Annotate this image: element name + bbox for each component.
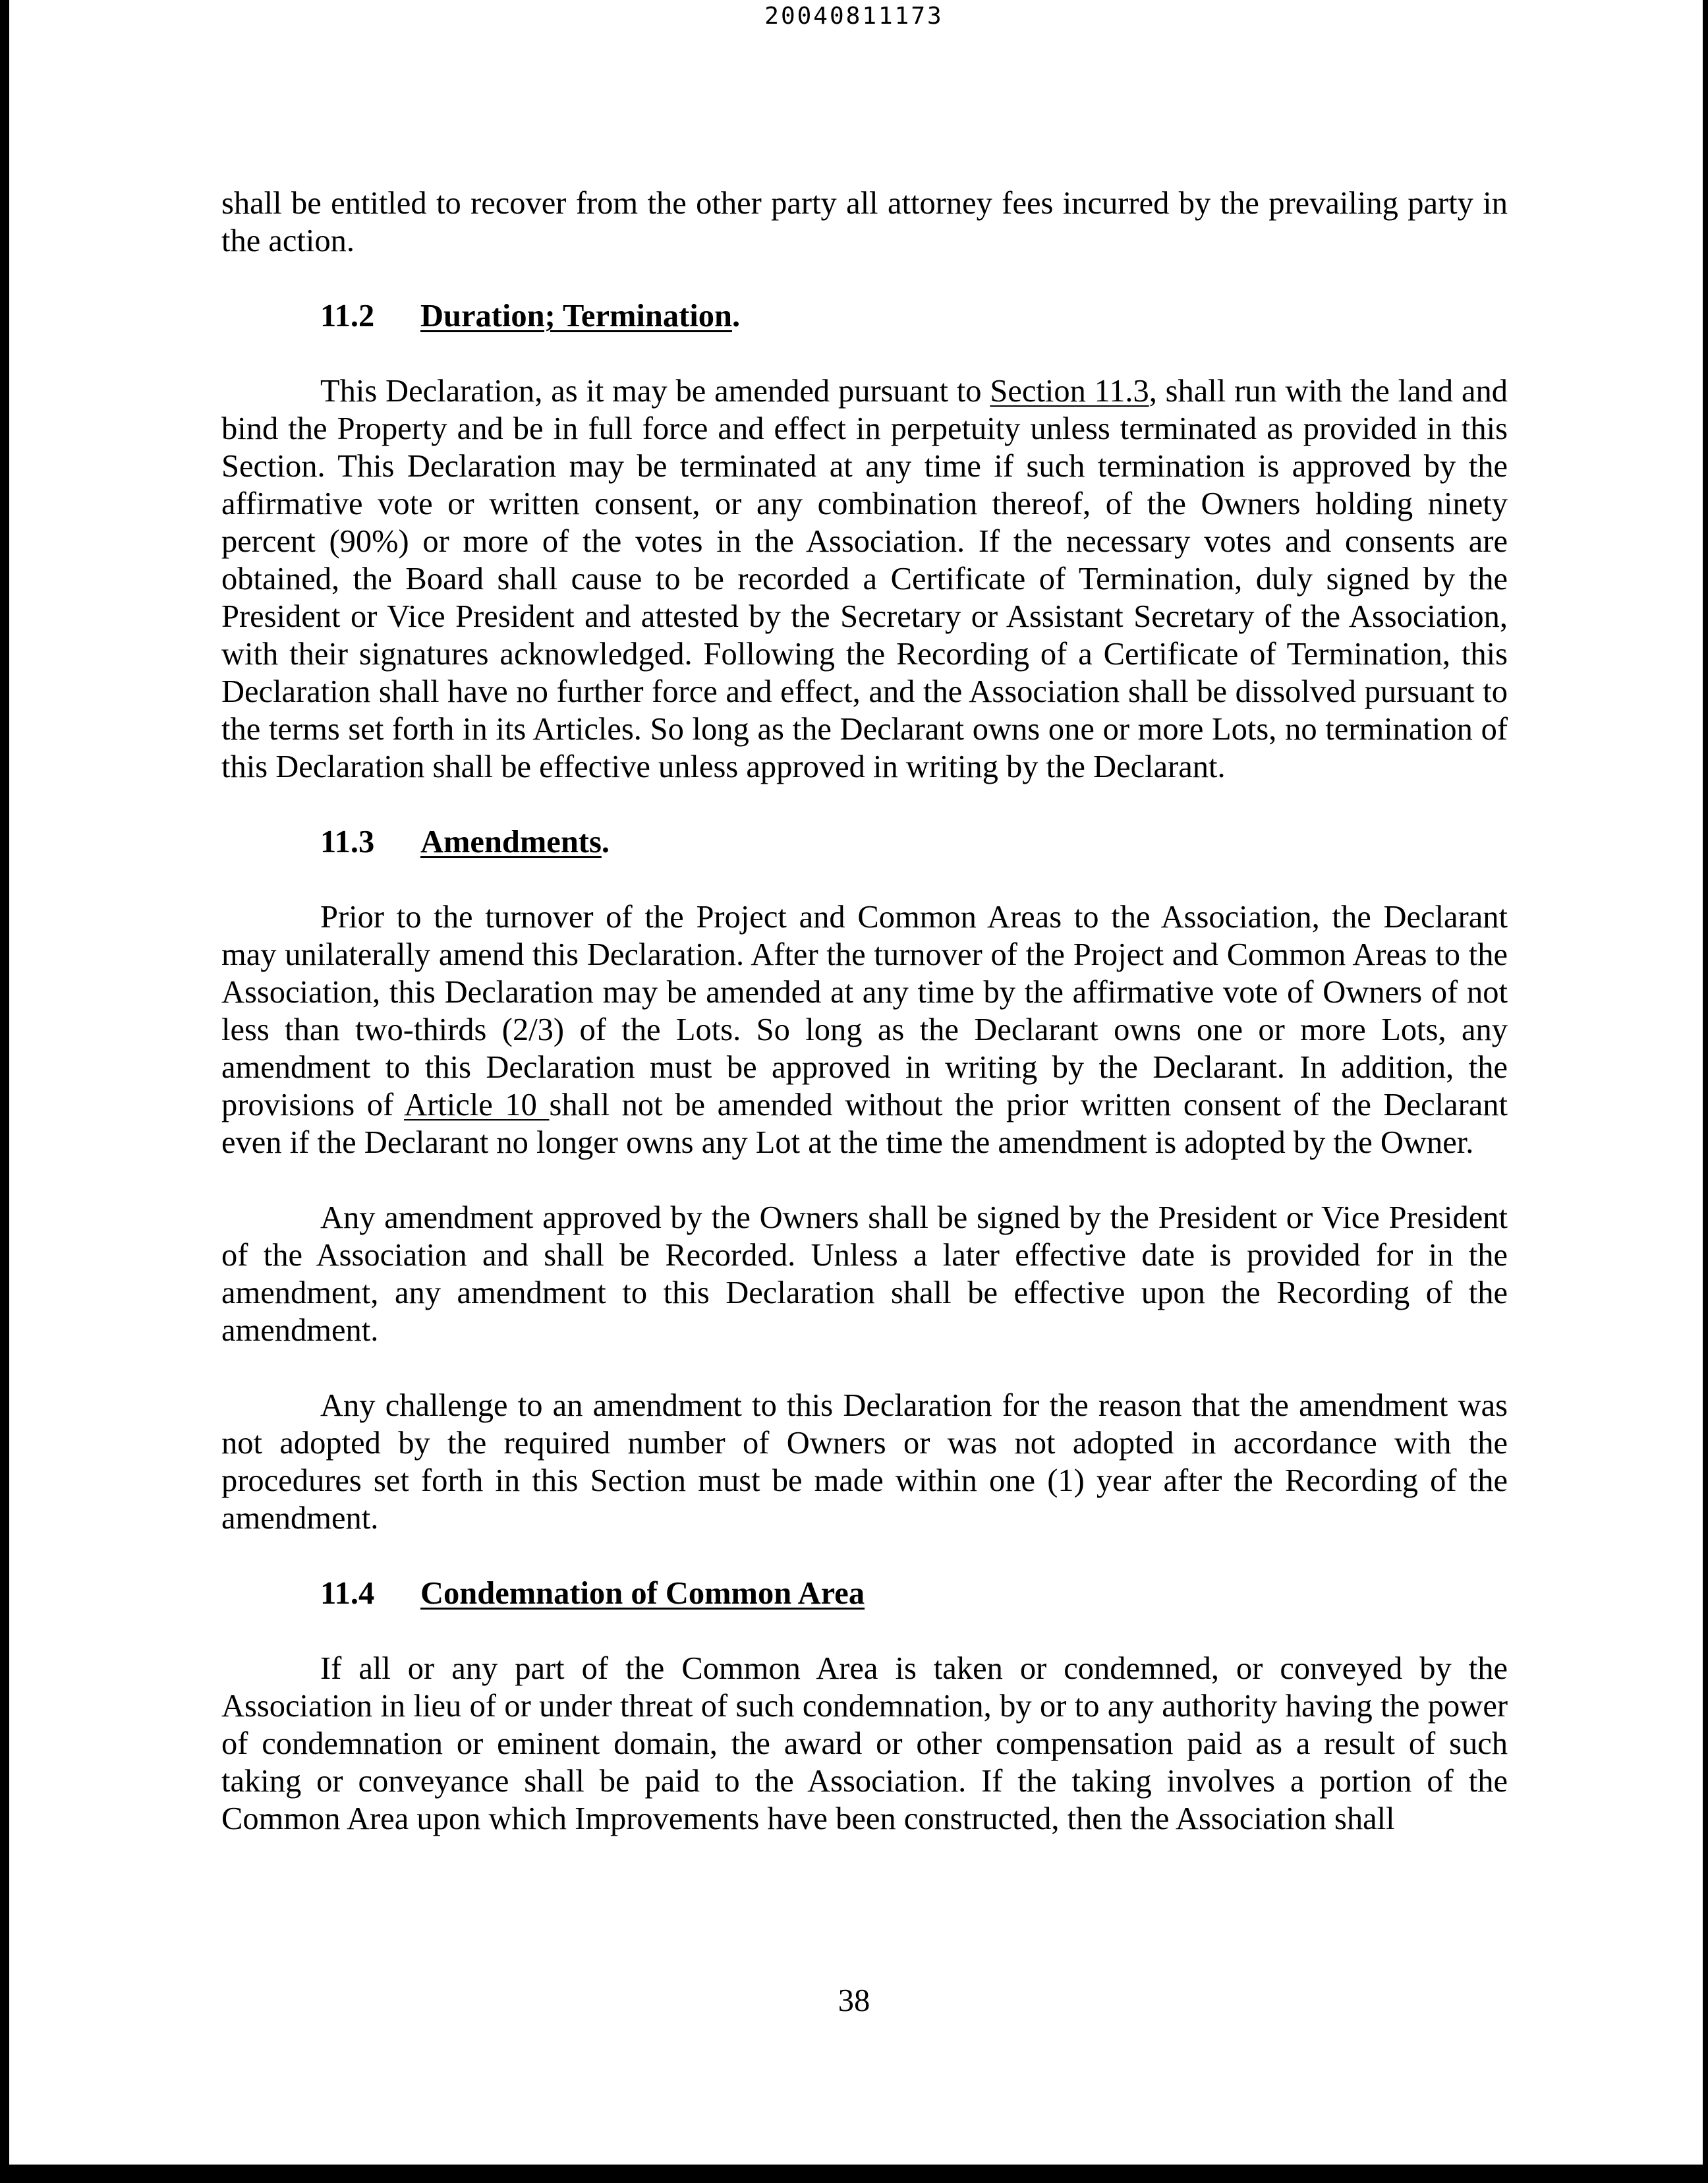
spacer	[221, 1161, 1508, 1199]
article-reference: Article 10	[404, 1088, 550, 1122]
spacer	[221, 335, 1508, 372]
spacer	[221, 1537, 1508, 1575]
scan-border-left	[0, 0, 9, 2183]
section-11-3-paragraph-2: Any amendment approved by the Owners shall be signed by the President or Vice President of the Association and shall be Recorded. Unless a later effective date is provided for in the amendment, any amendment to this Declaration shall be effective upon the Recording of the amendment.	[221, 1200, 1508, 1348]
section-11-3-paragraph-3: Any challenge to an amendment to this Declaration for the reason that the amendment was not adopted by the required number of Owners or was not adopted in accordance with the procedures set forth in this Section must be made within one (1) year after the Recording of the amendment.	[221, 1388, 1508, 1536]
section-11-2-paragraph	[221, 372, 1508, 786]
page-number: 38	[838, 1983, 870, 2018]
section-title: Duration; Termination	[420, 299, 732, 334]
section-11-3-paragraph-1	[221, 898, 1508, 1161]
section-11-4-paragraph: If all or any part of the Common Area is taken or condemned, or conveyed by the Association in lieu of or under threat of such condemnation, by or to any authority having the power of condemnation or eminent domain, the award or other compensation paid as a result of such taking or conveyance shall be paid to the Association. If the taking involves a portion of the Common Area upon which Improvements have been constructed, then the Association shall	[221, 1651, 1508, 1836]
section-heading-11-4	[221, 1575, 1508, 1612]
section-title-punct: .	[731, 299, 741, 334]
section-heading-11-2	[221, 297, 1508, 335]
paragraph-text: Prior to the turnover of the Project and Common Areas to the Association, the Declarant may unilaterally amend this Declaration. After the turnover of the Project and Common Areas to the Association, this Declaration may be amended at any time by the affirmative vote of Owners of not less than two-thirds (2/3) of the Lots. So long as the Declarant owns one or more Lots, any amendment to this Declaration must be approved in writing by the Declarant. In addition, the provisions of	[221, 900, 1508, 1122]
section-title-punct: .	[601, 825, 610, 859]
scan-border-right	[1703, 0, 1708, 2183]
paragraph-text: , shall run with the land and bind the Property and be in full force and effect in perpetuity unless terminated as provided in this Section. This Declaration may be terminated at any time if such termination is approved by the affirmative vote or written consent, or any combination thereof, of the Owners holding ninety percent (90%) or more of the votes in the Association. If the necessary votes and consents are obtained, the Board shall cause to be recorded a Certificate of Termination, duly signed by the President or Vice President and attested by the Secretary or Assistant Secretary of the Association, with their signatures acknowledged. Following the Recording of a Certificate of Termination, this Declaration shall have no further force and effect, and the Association shall be dissolved pursuant to the terms set forth in its Articles. So long as the Declarant owns one or more Lots, no termination of this Declaration shall be effective unless approved in writing by the Declarant.	[221, 374, 1508, 784]
spacer	[221, 1612, 1508, 1650]
document-body	[221, 185, 1508, 1838]
section-number: 11.2	[320, 299, 375, 334]
section-number: 11.3	[320, 825, 375, 859]
spacer	[221, 1349, 1508, 1387]
paragraph-text: shall not be amended without the prior written consent of the Declarant even if the Declarant no longer owns any Lot at the time the amendment is adopted by the Owner.	[221, 1088, 1508, 1160]
document-number: 20040811173	[764, 3, 944, 30]
spacer	[221, 861, 1508, 898]
paragraph-text: This Declaration, as it may be amended pursuant to	[320, 374, 990, 409]
section-title: Amendments	[420, 825, 602, 859]
spacer	[221, 786, 1508, 823]
section-heading-11-3	[221, 823, 1508, 861]
spacer	[221, 260, 1508, 297]
section-reference: Section 11.3	[990, 374, 1149, 409]
section-number: 11.4	[320, 1576, 375, 1611]
intro-paragraph: shall be entitled to recover from the other party all attorney fees incurred by the prevailing party in the action.	[221, 186, 1508, 258]
scan-border-bottom	[0, 2165, 1708, 2183]
section-title: Condemnation of Common Area	[420, 1576, 865, 1611]
